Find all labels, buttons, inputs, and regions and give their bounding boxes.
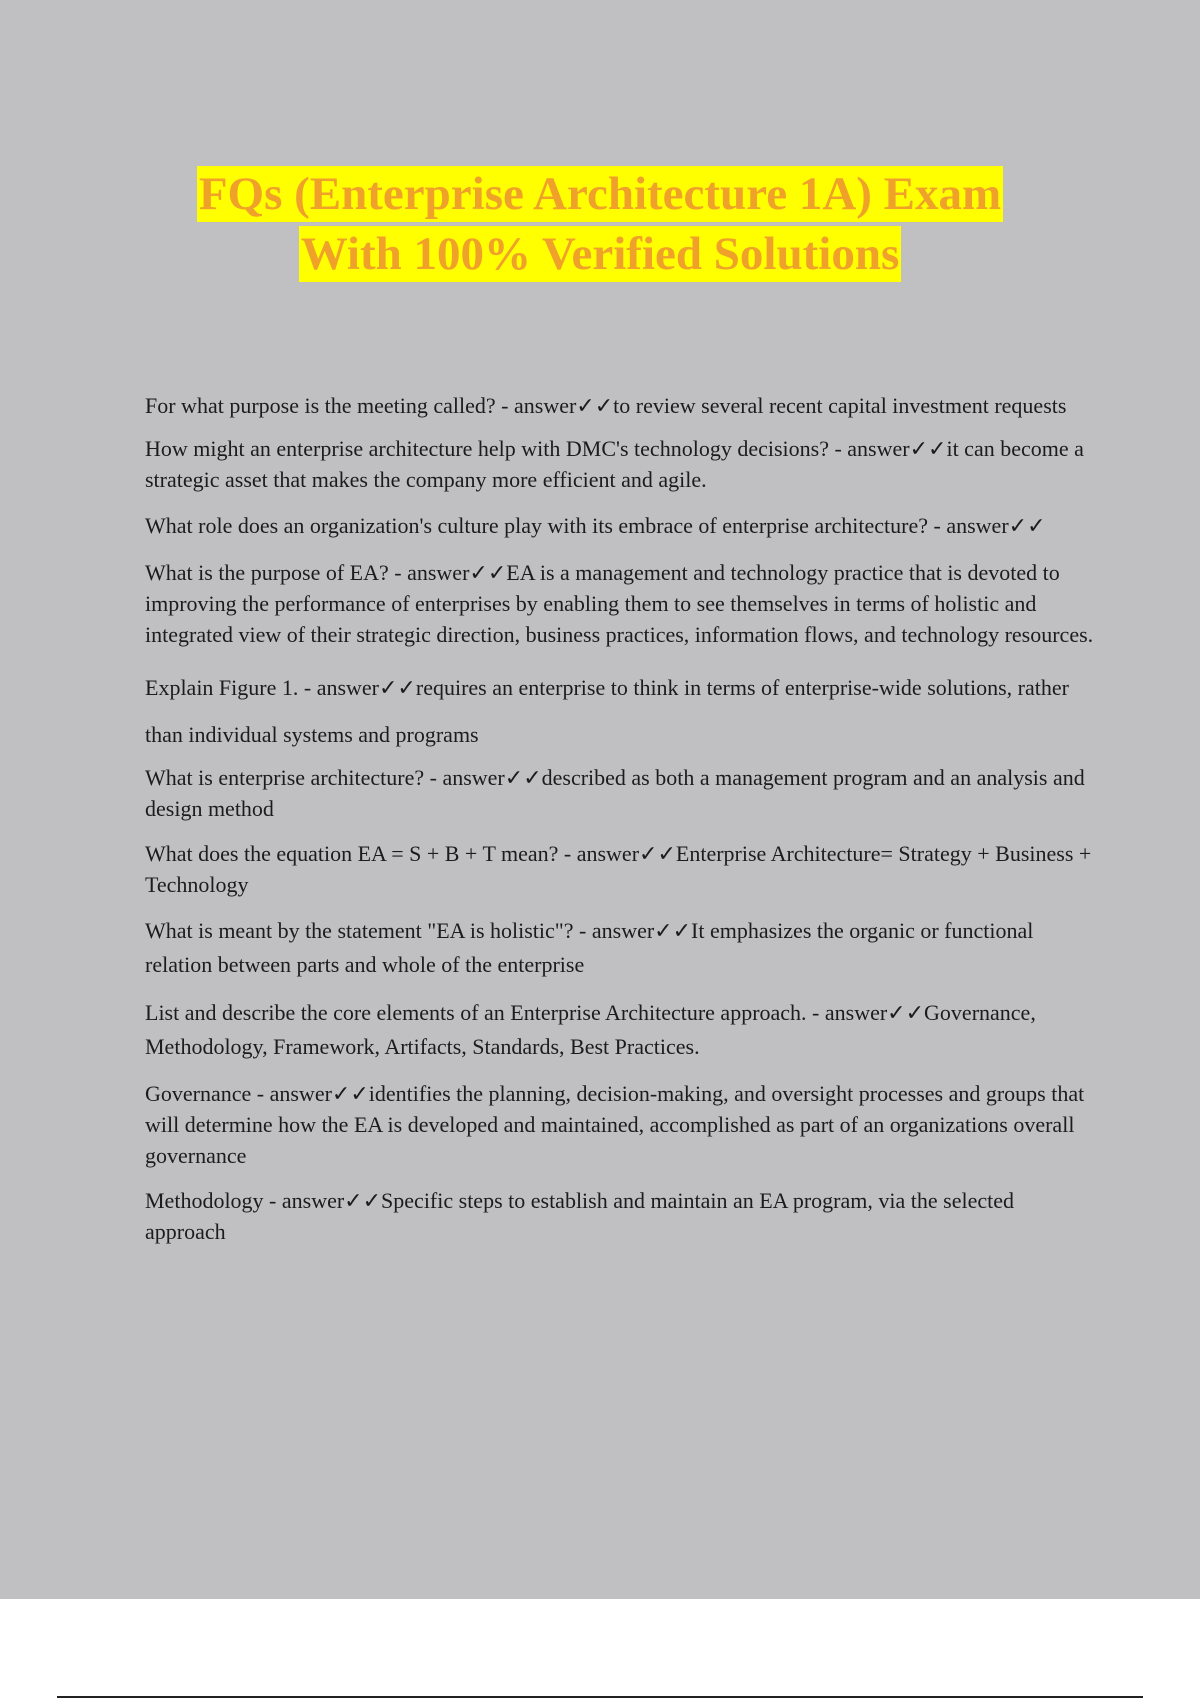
qa-list [145,382,1095,1261]
document-title [0,166,1200,286]
qa-item-ea-equation: What does the equation EA = S + B + T mean? - answer✓✓Enterprise Architecture= Strategy + Business + Technology [145,841,1092,897]
qa-item-methodology: Methodology - answer✓✓Specific steps to establish and maintain an EA program, via the selected approach [145,1188,1014,1244]
title-line-2: With 100% Verified Solutions [300,228,900,280]
title-line-1: FQs (Enterprise Architecture 1A) Exam [198,168,1002,220]
qa-item-culture: What role does an organization's culture play with its embrace of enterprise architecture? - answer✓✓ [145,513,1046,538]
qa-item-ea-purpose: What is the purpose of EA? - answer✓✓EA is a management and technology practice that is devoted to improving the performance of enterprises by enabling them to see themselves in terms of holistic and integrated view of their strategic direction, business practices, information flows, and technology resources. [145,560,1094,647]
footer-divider [57,1696,1143,1698]
qa-item-governance: Governance - answer✓✓identifies the planning, decision-making, and oversight processes and groups that will determine how the EA is developed and maintained, accomplished as part of an organizations overall governance [145,1081,1085,1168]
qa-item-meeting-purpose: For what purpose is the meeting called? - answer✓✓to review several recent capital investment requests [145,393,1067,418]
qa-item-core-elements: List and describe the core elements of an Enterprise Architecture approach. - answer✓✓Governance, Methodology, Framework, Artifacts, Standards, Best Practices. [145,1000,1036,1059]
qa-item-ea-holistic: What is meant by the statement "EA is holistic"? - answer✓✓It emphasizes the organic or functional relation between parts and whole of the enterprise [145,918,1034,977]
qa-item-figure-1: Explain Figure 1. - answer✓✓requires an enterprise to think in terms of enterprise-wide solutions, rather than individual systems and programs [145,675,1069,747]
qa-item-dmc-decisions: How might an enterprise architecture help with DMC's technology decisions? - answer✓✓it can become a strategic asset that makes the company more efficient and agile. [145,436,1084,492]
qa-item-ea-definition: What is enterprise architecture? - answer✓✓described as both a management program and an analysis and design method [145,765,1085,821]
